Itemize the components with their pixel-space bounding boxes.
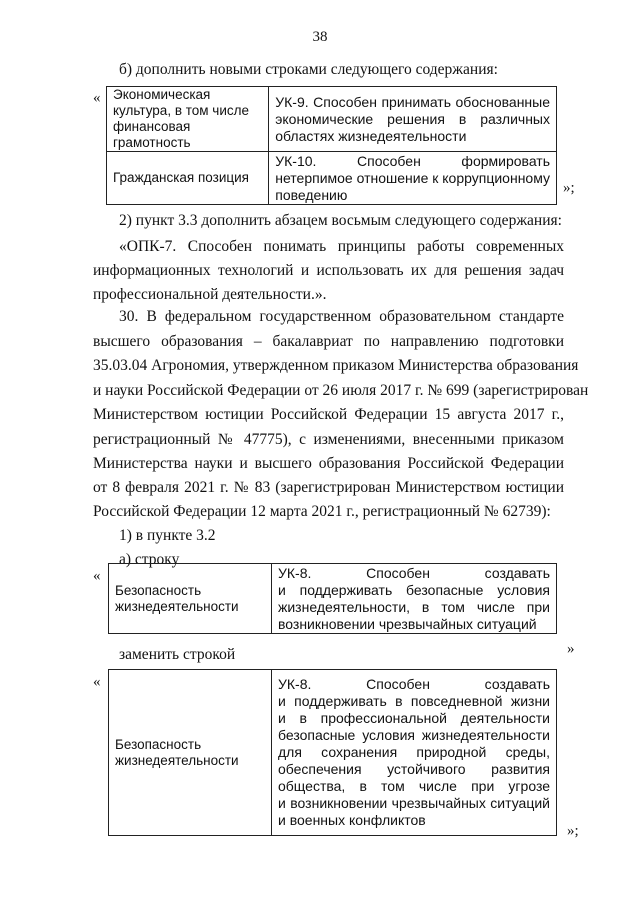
table-cell-right: УК-8. Способен создавать и поддерживать безопасные условия жизнедеятельности, в том числе при возникновении чрезвычайных ситуаций [272, 564, 557, 634]
table-2 [108, 563, 557, 634]
quote-close-3: »; [567, 823, 579, 839]
table-row [109, 564, 557, 634]
quote-open-1: « [93, 90, 101, 106]
table-row [109, 670, 557, 836]
table-cell-right: УК-8. Способен создавать и поддерживать в повседневной жизни и в профессиональной деятельности безопасные условия жизнедеятельности для сохранения природной среды, обеспечения устойчивого развития общества, в том числе при угрозе и возникновении чрезвычайных ситуаций и военных конфликтов [272, 670, 557, 836]
table-row [107, 152, 557, 205]
replace-label: заменить строкой [119, 646, 236, 663]
paragraph-3-line: Министерства науки и высшего образования Российской Федерации [93, 455, 564, 472]
paragraph-3-line: регистрационный № 47775), с изменениями, внесенными приказом [93, 431, 564, 448]
intro-text: б) дополнить новыми строками следующего содержания: [119, 61, 498, 78]
table-cell-right: УК-9. Способен принимать обоснованные экономические решения в различных областях жизнедеятельности [269, 87, 557, 152]
page-number: 38 [312, 29, 328, 45]
table-3 [108, 669, 557, 836]
paragraph-3-line: 35.03.04 Агрономия, утвержденном приказом Министерства образования [93, 357, 579, 374]
paragraph-3-line: Министерством юстиции Российской Федерации 15 августа 2017 г., [93, 406, 564, 423]
table-cell-left: Экономическая культура, в том числе финансовая грамотность [107, 87, 269, 152]
paragraph-3-line: и науки Российской Федерации от 26 июля 2017 г. № 699 (зарегистрирован [93, 382, 589, 399]
quote-close-2: » [567, 641, 575, 657]
paragraph-3-line: Российской Федерации 12 марта 2021 г., регистрационный № 62739): [93, 503, 551, 520]
item-a: а) строку [119, 551, 180, 568]
quote-open-3: « [93, 674, 101, 690]
table-1 [106, 86, 557, 205]
paragraph-2-line: «ОПК-7. Способен понимать принципы работы современных [119, 238, 564, 255]
item-1: 1) в пункте 3.2 [119, 527, 216, 544]
table-cell-left: Безопасность жизнедеятельности [109, 564, 272, 634]
quote-close-1: »; [563, 180, 575, 196]
table-row [107, 87, 557, 152]
paragraph-2-line: профессиональной деятельности.». [93, 286, 327, 303]
paragraph-2-line: информационных технологий и использовать их для решения задач [93, 262, 564, 279]
quote-open-2: « [93, 568, 101, 584]
table-cell-left: Безопасность жизнедеятельности [109, 670, 272, 836]
table-cell-left: Гражданская позиция [107, 152, 269, 205]
paragraph-3-line: 30. В федеральном государственном образовательном стандарте [119, 308, 564, 325]
paragraph-3-line: от 8 февраля 2021 г. № 83 (зарегистрирован Министерством юстиции [93, 479, 564, 496]
table-cell-right: УК-10. Способен формировать нетерпимое отношение к коррупционному поведению [269, 152, 557, 205]
paragraph-1: 2) пункт 3.3 дополнить абзацем восьмым следующего содержания: [119, 212, 562, 229]
paragraph-3-line: высшего образования – бакалавриат по направлению подготовки [93, 333, 564, 350]
